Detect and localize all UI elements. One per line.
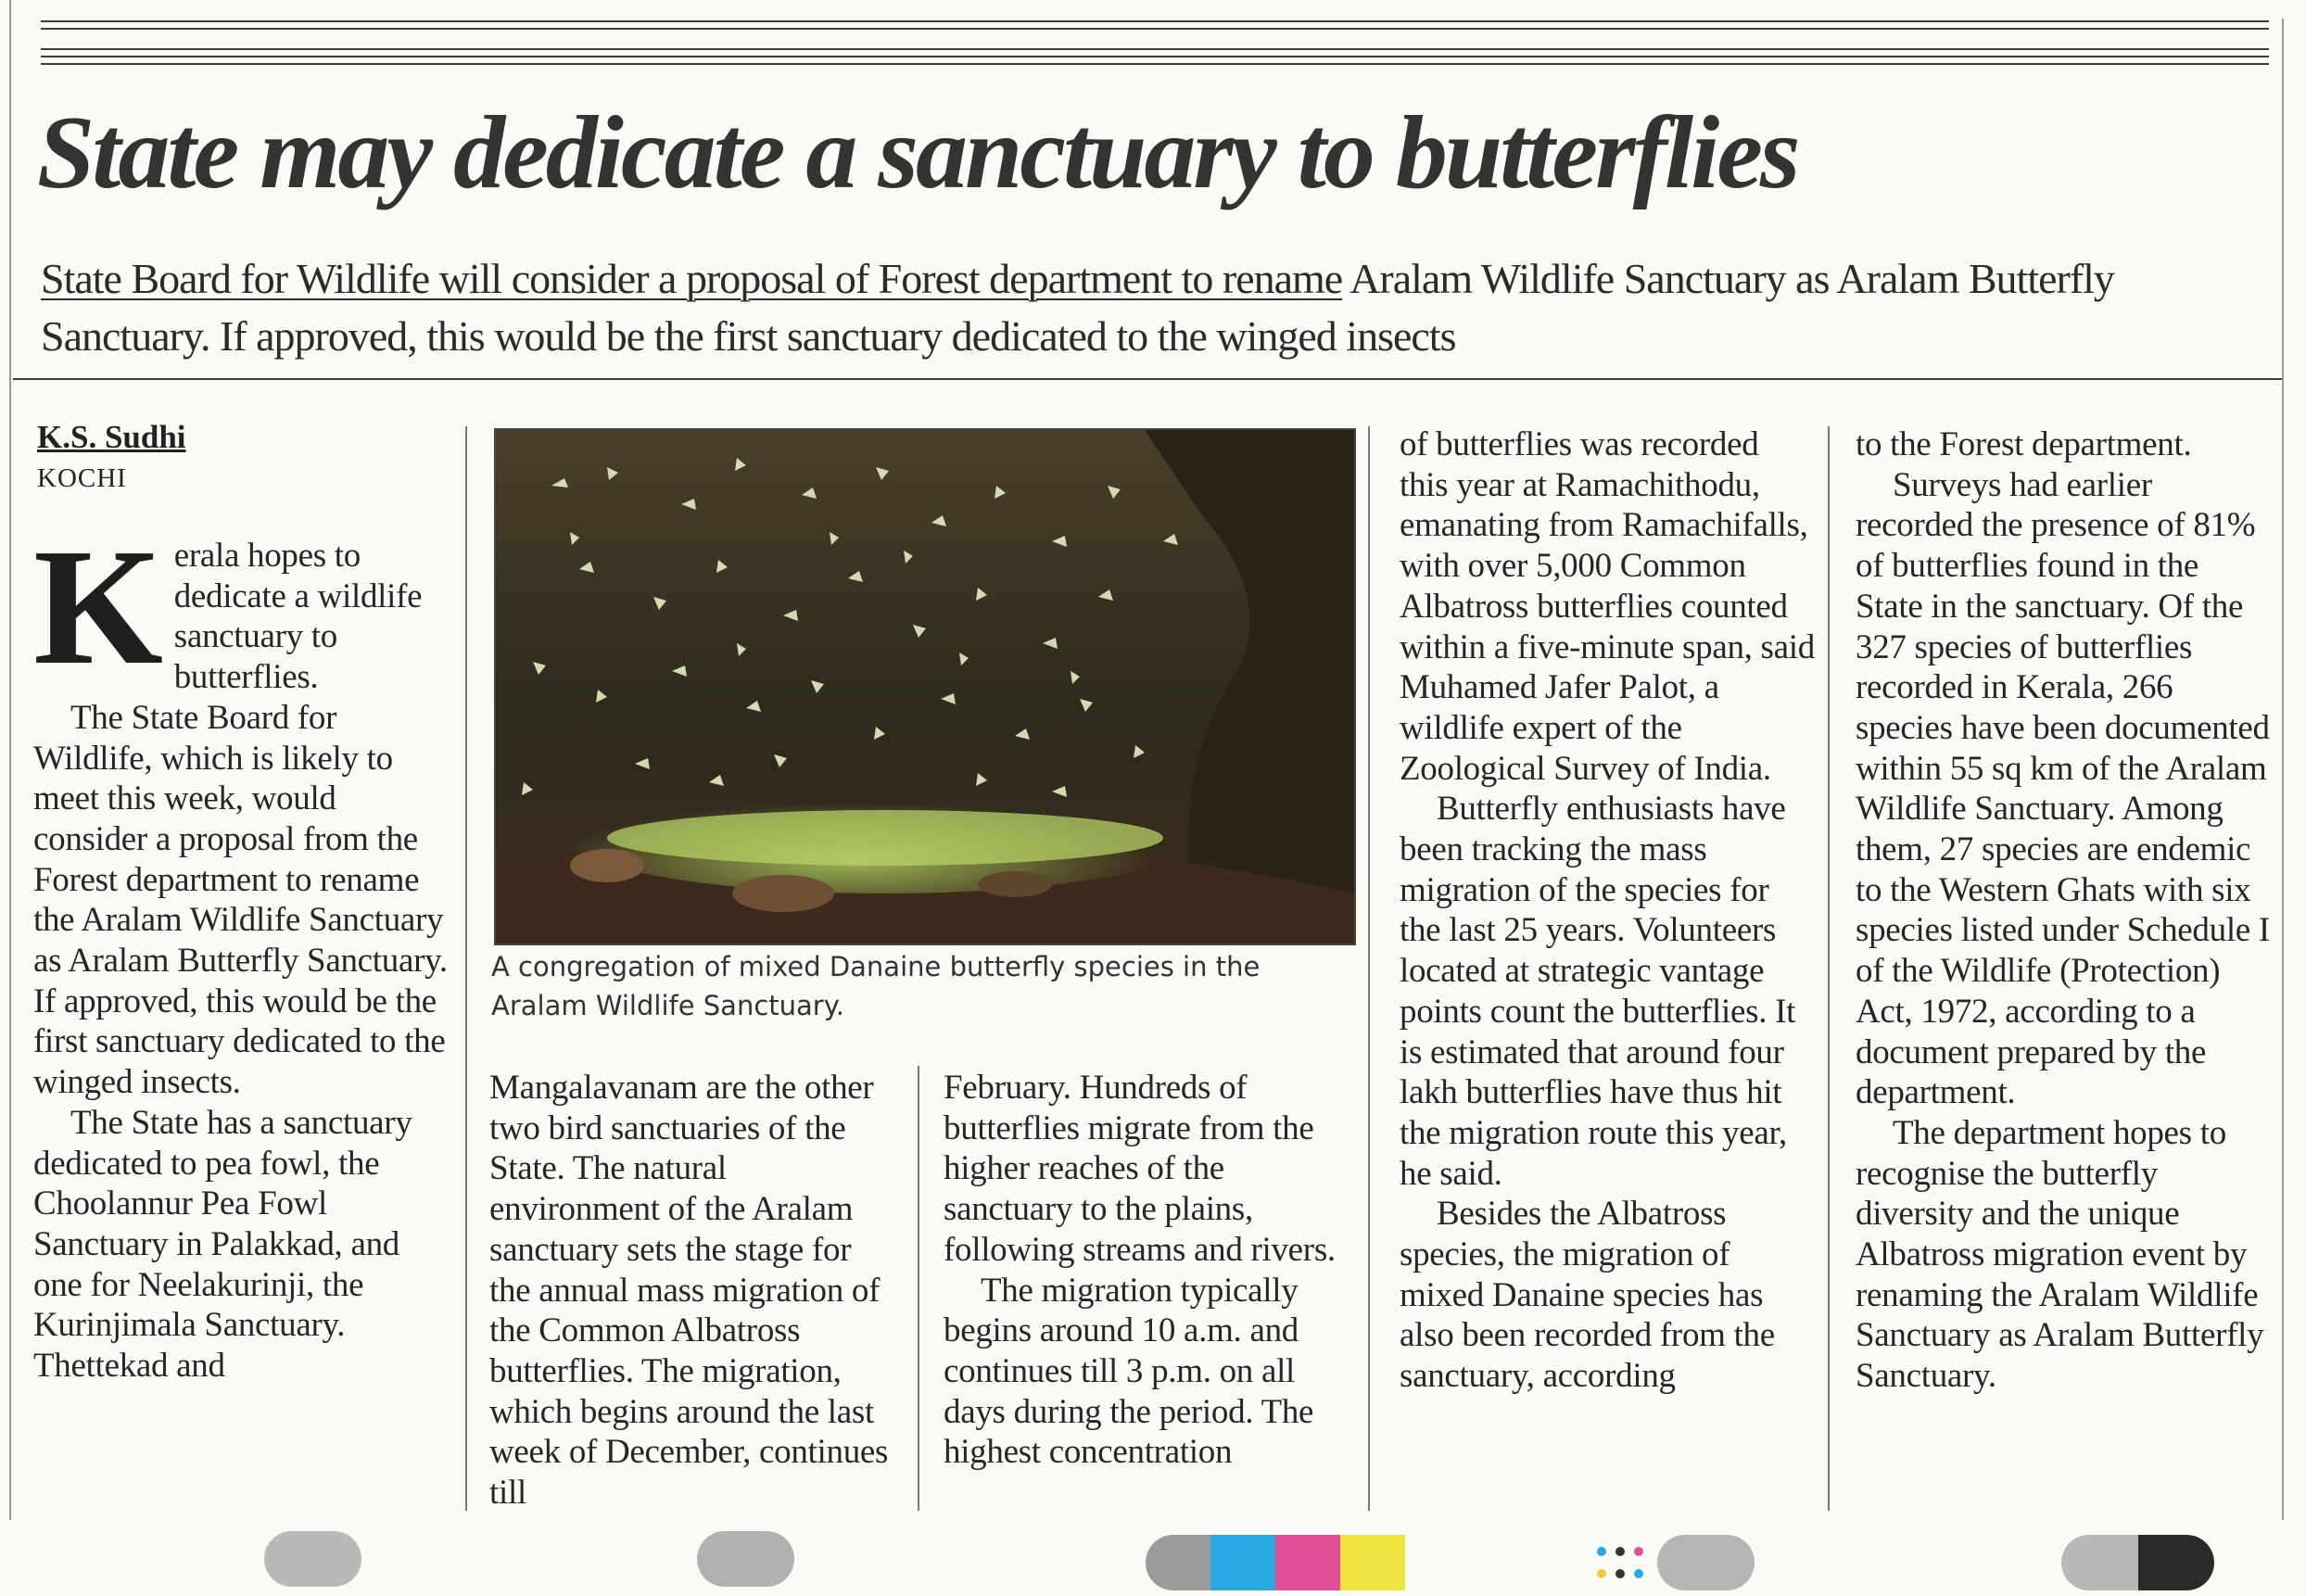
column-2 [489,1068,897,1514]
butterfly-photo-image [496,430,1354,944]
swatch-light [2061,1535,2138,1590]
paragraph: of butterflies was recorded this year at Ramachithodu, emanating from Ramachifalls, with over 5,000 Common Albatross butterflies counted within a five-minute span, said Muhamed Jafer Palot, a wildlife expert of the Zoological Survey of India. [1400,425,1815,788]
color-bar [1146,1535,1405,1590]
paragraph: Surveys had earlier recorded the presence of 81% of butterflies found in the State in the sanctuary. Of the 327 species of butterflies recorded in Kerala, 266 species have been documented within 55 sq km of the Aralam Wildlife Sanctuary. Among them, 27 species are endemic to the Western Ghats with six species listed under Schedule I of the Wildlife (Protection) Act, 1972, according to a document prepared by the department. [1856,465,2270,1112]
drop-cap: K [33,514,163,699]
byline: K.S. Sudhi [37,419,186,455]
deck-underlined: State Board for Wildlife will consider a proposal of Forest department to rename [41,255,1343,302]
color-swatch-gray [1146,1535,1210,1590]
right-border [2282,19,2284,1520]
paragraph: Butterfly enthusiasts have been tracking the mass migration of the species for the last 25 years. Volunteers located at strategic vantage points count the butterflies. It is estimated that around four lakh butterflies have thus hit the migration route this year, he said. [1400,790,1796,1193]
registration-mark [697,1531,794,1587]
top-rule-4 [41,56,2269,57]
paragraph: The State has a sanctuary dedicated to pea fowl, the Choolannur Pea Fowl Sanctuary in Palakkad, and one for Neelakurinji, the Kurinjimala Sanctuary. Thettekad and [33,1103,412,1386]
column-divider-4 [1828,426,1830,1511]
left-border [9,0,11,1520]
deck [41,250,2284,365]
deck-bottom-rule [13,378,2282,380]
paragraph: February. Hundreds of butterflies migrate from the higher reaches of the sanctuary to the plains, following streams and rivers. [944,1069,1336,1269]
color-swatch-magenta [1275,1535,1340,1590]
registration-mark-dark [2061,1535,2214,1590]
swatch-dark [2138,1535,2215,1590]
top-rule-3 [41,48,2269,50]
headline: State may dedicate a sanctuary to butterflies [37,95,1798,210]
column-5 [1856,424,2271,1397]
paragraph: The migration typically begins around 10 a.m. and continues till 3 p.m. on all days during the period. The highest concentration [944,1271,1314,1472]
paragraph: to the Forest department. [1856,425,2192,463]
column-1 [33,514,450,1387]
registration-mark [1657,1535,1755,1590]
column-divider-1 [465,426,467,1511]
column-divider-2 [918,1066,919,1511]
paragraph: Besides the Albatross species, the migration of mixed Danaine species has also been recorded from the sanctuary, according [1400,1195,1775,1396]
column-divider-3 [1368,426,1370,1511]
paragraph: The State Board for Wildlife, which is likely to meet this week, would consider a proposal from the Forest department to rename the Aralam Wildlife Sanctuary as Aralam Butterfly Sanctuary. If approved, this would be the first sanctuary dedicated to the winged insects. [33,698,448,1102]
registration-mark [264,1531,361,1587]
top-rule-2 [41,28,2269,30]
column-3 [944,1068,1351,1473]
photo-caption: A congregation of mixed Danaine butterfly species in the Aralam Wildlife Sanctuary. [491,951,1261,1021]
deck-rest: Aralam Wildlife Sanctuary as Aralam Butterfly Sanctuary. If approved, this would be the first sanctuary dedicated to the winged insects [41,255,2114,360]
dot-mark [1592,1542,1648,1583]
lede-text: erala hopes to dedicate a wildlife sanctuary to butterflies. [173,537,423,697]
paragraph: Mangalavanam are the other two bird sanctuaries of the State. The natural environment of the Aralam sanctuary sets the stage for the annual mass migration of the Common Albatross butterflies. The migration, which begins around the last week of December, continues till [489,1069,889,1513]
color-swatch-cyan [1210,1535,1275,1590]
color-swatch-yellow [1340,1535,1405,1590]
dot-mark-icon [1592,1542,1648,1583]
column-4 [1400,424,1815,1397]
paragraph: The department hopes to recognise the butterfly diversity and the unique Albatross migration event by renaming the Aralam Wildlife Sanctuary as Aralam Butterfly Sanctuary. [1856,1113,2264,1396]
butterfly-photo [494,428,1356,945]
dateline: KOCHI [37,463,127,493]
top-rule-5 [41,63,2269,65]
paragraph-lede [33,514,450,699]
top-rule-1 [41,20,2269,22]
